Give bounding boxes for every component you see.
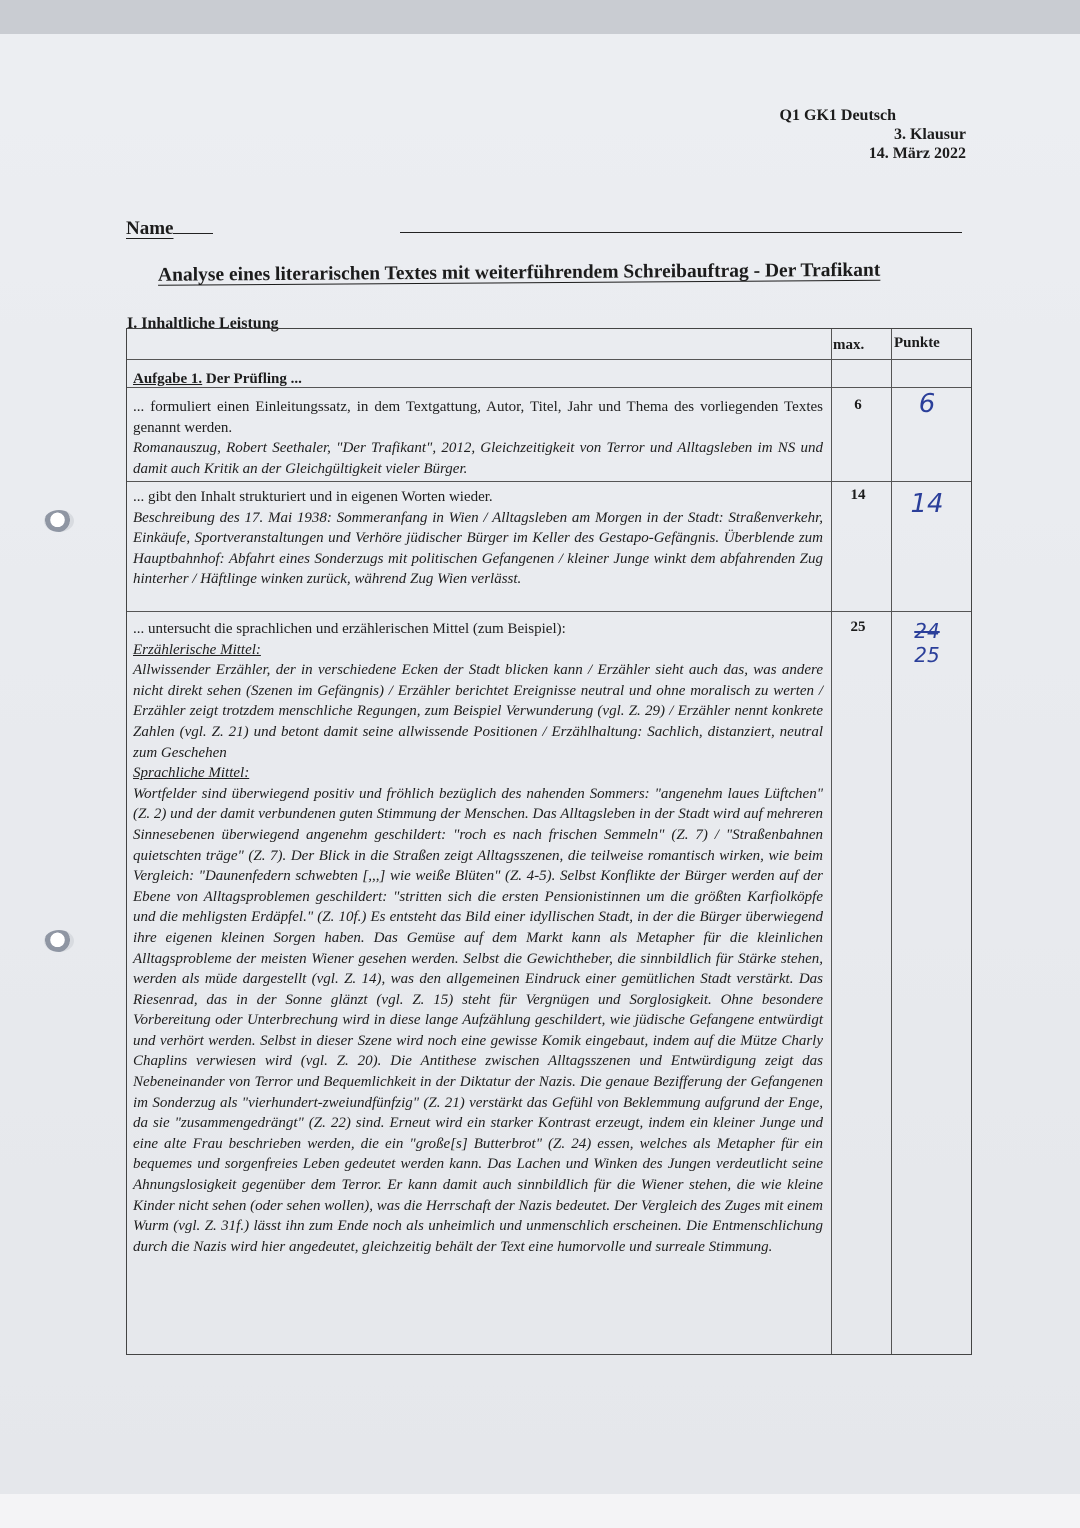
struck-points: 24 [914, 619, 940, 643]
task-subject: Der Prüfling ... [205, 371, 302, 387]
exam-label: 3. Klausur [893, 126, 966, 143]
exam-header [780, 106, 966, 163]
expected-answer: Wortfelder sind überwiegend positiv und fröhlich bezüglich des nahenden Sommers: "angenehm laues Lüftchen" (Z. 2) und der damit verbundenen guten Stimmung der Menschen. Das Alltagsleben in der Stadt wird auf mehreren Sinnesebenen überwiegend angenehm geschildert: "roch es nach frischen Semmeln" (Z. 7) / "Straßenbahnen quietschten träge" (Z. 7). Der Blick in die Straßen zeigt Alltagsszenen, die teilweise romantisch wirken, wie beim Vergleich: "Daunenfedern schwebten [,,,] wie weiße Blüten" (Z. 4-5). Selbst Konflikte der Bürger werden auf der Ebene von Alltagsproblemen geschildert: "stritten sich die ersten Pensionistinnen um die größten Karfiolköpfe und die mehligsten Erdäpfel." (Z. 10f.) Es entsteht das Bild einer idyllischen Stadt, in der die Bürger überwiegend ihre eigenen kleinen Sorgen haben. Das Gemüse auf dem Markt kann als Metapher für die kleinlichen Alltagsprobleme der meisten Wiener gesehen werden. Selbst die Gewichtheber, die sinnbildlich für Stärke stehen, werden als müde dargestellt (vgl. Z. 14), was den allgemeinen Eindruck einer gemütlichen Stadt verstärkt. Das Riesenrad, das in der Sonne glänzt (vgl. Z. 15) steht für Vergnügen und Sorglosigkeit. Ohne besondere Vorbereitung oder Unterbrechung wird in diese lange Aufzählung geschildert, wie jüdische Gefangene entwürdigt und verhört werden. Selbst in dieser Szene wird noch eine gewisse Komik eingebaut, indem auf die Mütze Charly Chaplins verwiesen wird (vgl. Z. 20). Die Antithese zwischen Alltagsszenen und Entwürdigung zeigt das Nebeneinander von Terror und Bequemlichkeit in der Diktatur der Nazis. Die genaue Bezifferung der Gefangenen im Sonderzug als "vierhundert-zweiundfünfzig" (Z. 21) verstärkt das Gefühl von Beklemmung aufgrund der Enge, da sie "zusammengedrängt" (Z. 22) sind. Erneut wird ein starker Kontrast erzeugt, indem ein kleiner Junge und eine alte Frau beschrieben werden, die ein "große[s] Butterbrot" (Z. 24) essen, welches als Metapher für ein bequemes und sorgenfreies Leben gedeutet werden kann. Das Lachen und Winken des Jungen verdeutlicht seine Ahnungslosigkeit gegenüber dem Terror. Er kann damit auch sinnbildlich für die Wiener stehen, die wie kleine Kinder nicht sehen (oder sehen wollen), was die Herrschaft der Nazis bedeutet. Der Vergleich des Zuges mit einem Wurm (vgl. Z. 31f.) lässt ihn zum Ende noch als unheimlich und unmenschlich erscheinen. Die Entmenschlichung durch die Nazis wird hier angedeutet, gleichzeitig behält der Text eine humorvolle und surreale Stimmung. [133, 785, 823, 1255]
max-points: 25 [850, 619, 866, 635]
expected-answer: Romanauszug, Robert Seethaler, "Der Trafikant", 2012, Gleichzeitigkeit von Terror und Alltagsleben im NS und damit auch Kritik an der Gleichgültigkeit vieler Bürger. [133, 440, 823, 477]
section-title: I. Inhaltliche Leistung [127, 315, 279, 332]
punch-hole [44, 510, 74, 532]
awarded-points: 25 [914, 643, 940, 667]
subheading-language: Sprachliche Mittel: [133, 765, 250, 782]
row-divider [127, 359, 971, 360]
column-divider [831, 329, 832, 1354]
criteria-text: ... formuliert einen Einleitungssatz, in dem Textgattung, Autor, Titel, Jahr und Thema des vorliegenden Textes genannt werden. [133, 399, 823, 436]
grading-table [126, 328, 972, 1355]
awarded-points: 6 [918, 389, 936, 419]
expected-answer: Allwissender Erzähler, der in verschiedene Ecken der Stadt blicken kann / Erzähler sieht auch das, was andere nicht direkt sehen (Szenen im Gefängnis) / Erzähler berichtet Ereignisse neutral und ohne moralisch zu werten / Erzähler zeigt trotzdem menschliche Regungen, zum Beispiel Verwunderung (vgl. Z. 29) / Erzähler nennt konkrete Zahlen (vgl. Z. 21) und betont damit seine allwissende Positionen / Erzählhaltung: Sachlich, distanziert, neutral zum Geschehen [133, 662, 823, 761]
exam-date: 14. März 2022 [868, 145, 966, 162]
subheading-narrative: Erzählerische Mittel: [133, 641, 261, 658]
task-label: Aufgabe 1. [133, 371, 203, 387]
row-divider [127, 481, 971, 482]
task-heading [133, 371, 302, 388]
background-strip [0, 1494, 1080, 1528]
awarded-points: 14 [910, 489, 944, 519]
column-divider [891, 329, 892, 1354]
criteria-text: ... untersucht die sprachlichen und erzählerischen Mittel (zum Beispiel): [133, 621, 566, 637]
name-label-text: Name [126, 218, 174, 239]
punch-hole [44, 930, 74, 952]
column-header-points: Punkte [894, 335, 940, 351]
row-divider [127, 611, 971, 612]
expected-answer: Beschreibung des 17. Mai 1938: Sommeranfang in Wien / Alltagsleben am Morgen in der Stadt: Straßenverkehr, Einkäufe, Sportveranstaltungen und Verhöre jüdischer Bürger im Keller des Gestapo-Gefängnis. Überblende zum Hauptbahnhof: Abfahrt eines Sonderzugs mit politischen Gefangenen / kleiner Junge winkt dem abfahrenden Zug hinterher / Häftlinge winken zurück, während Zug Wien verlässt. [133, 509, 823, 588]
name-line [400, 232, 962, 233]
document-title: Analyse eines literarischen Textes mit weiterführendem Schreibauftrag - Der Trafikant [157, 259, 881, 286]
criteria-row-analysis [133, 619, 823, 1257]
criteria-text: ... gibt den Inhalt strukturiert und in eigenen Worten wieder. [133, 489, 493, 505]
max-points: 6 [854, 397, 862, 413]
max-points: 14 [850, 487, 866, 503]
name-label [126, 218, 213, 240]
course-label: Q1 GK1 Deutsch [779, 107, 896, 124]
criteria-row-introduction [133, 397, 823, 479]
column-header-max: max. [833, 337, 865, 353]
criteria-row-content [133, 487, 823, 590]
